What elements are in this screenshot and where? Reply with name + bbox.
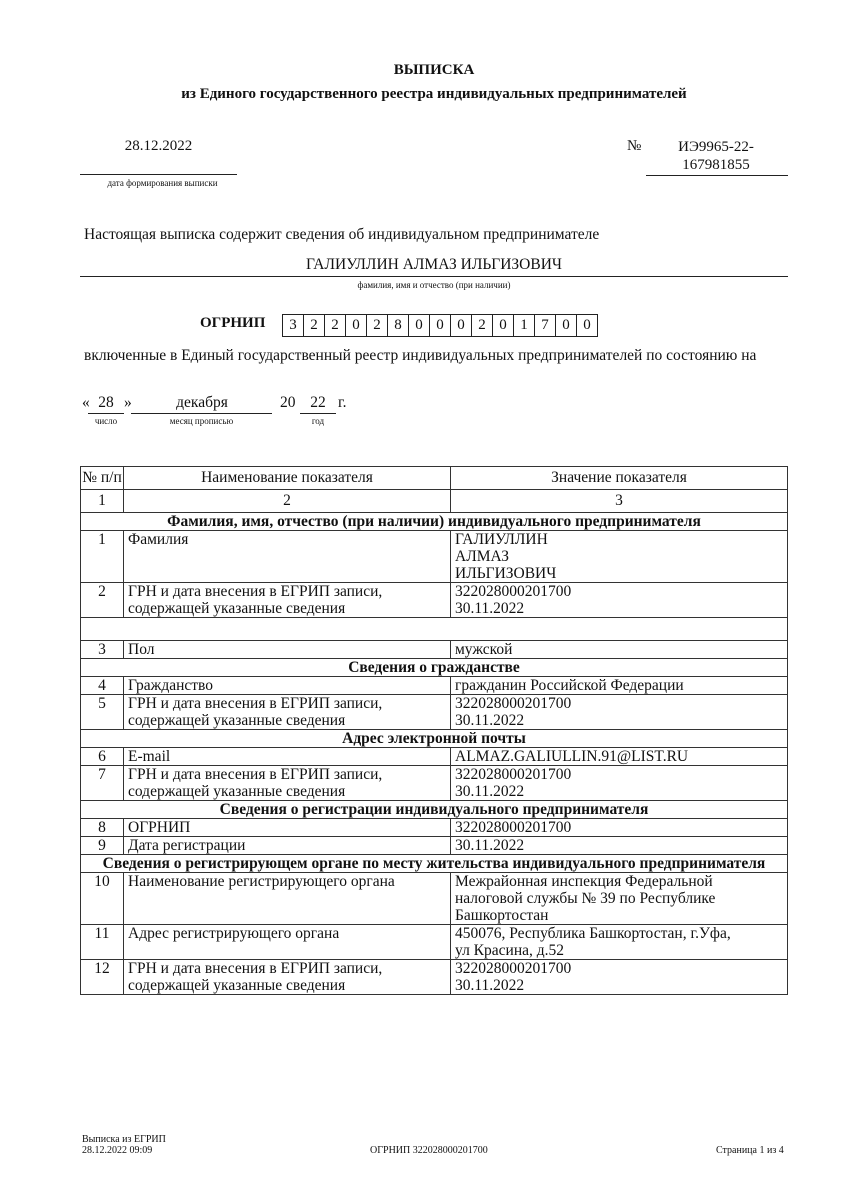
name-caption: фамилия, имя и отчество (при наличии) <box>357 280 511 290</box>
row-number: 9 <box>81 837 124 855</box>
section-title: Адрес электронной почты <box>81 730 788 748</box>
indicator-value <box>451 873 788 925</box>
indicator-name <box>124 695 451 730</box>
row-number: 6 <box>81 748 124 766</box>
indicator-value-line: 30.11.2022 <box>455 600 525 617</box>
section-title: Фамилия, имя, отчество (при наличии) индивидуального предпринимателя <box>81 513 788 531</box>
row-number: 3 <box>81 641 124 659</box>
indicator-name-line: Фамилия <box>128 531 189 548</box>
table-row <box>81 766 788 801</box>
indicator-name <box>124 531 451 583</box>
indicator-value <box>451 583 788 618</box>
registry-table <box>80 466 788 995</box>
document-title: ВЫПИСКА <box>393 62 475 78</box>
indicator-name-line: Дата регистрации <box>128 837 246 854</box>
indicator-value <box>451 819 788 837</box>
ogrnip-digit-boxes <box>283 314 598 337</box>
table-row <box>81 960 788 995</box>
indicator-value <box>451 677 788 695</box>
table-row <box>81 531 788 583</box>
indicator-value-line: ALMAZ.GALIULLIN.91@LIST.RU <box>455 748 689 765</box>
day-caption: число <box>94 416 118 426</box>
indicator-name <box>124 873 451 925</box>
section-header-row <box>81 730 788 748</box>
indicator-value-line: 322028000201700 <box>455 819 572 836</box>
month-caption: месяц прописью <box>169 416 234 426</box>
indicator-name-line: содержащей указанные сведения <box>128 600 346 617</box>
indicator-name <box>124 677 451 695</box>
row-number: 2 <box>81 583 124 618</box>
row-number: 12 <box>81 960 124 995</box>
year-caption: год <box>311 416 325 426</box>
header-indicator-value: Значение показателя <box>451 467 788 490</box>
indicator-name <box>124 819 451 837</box>
empty-cell <box>81 618 788 641</box>
indicator-name-line: Наименование регистрирующего органа <box>128 873 395 890</box>
indicator-value <box>451 837 788 855</box>
indicator-value <box>451 960 788 995</box>
as-of-month: декабря <box>176 394 228 411</box>
close-quote: » <box>124 394 132 411</box>
name-underline <box>80 276 788 277</box>
extract-number-line1: ИЭ9965-22- <box>678 139 754 155</box>
included-text: включенные в Единый государственный реестр индивидуальных предпринимателей по состоянию на <box>84 347 757 364</box>
indicator-name <box>124 837 451 855</box>
indicator-name <box>124 925 451 960</box>
ogrnip-digit-box: 0 <box>345 314 367 337</box>
indicator-value-line: 322028000201700 <box>455 583 572 600</box>
header-number: № п/п <box>81 467 124 490</box>
table-header-row <box>81 467 788 490</box>
ogrnip-digit-box: 0 <box>450 314 472 337</box>
ogrnip-digit-box: 0 <box>576 314 598 337</box>
ogrnip-digit-box: 0 <box>429 314 451 337</box>
row-number: 8 <box>81 819 124 837</box>
extract-number-line2: 167981855 <box>682 157 750 173</box>
ogrnip-digit-box: 2 <box>324 314 346 337</box>
indicator-value-line: 322028000201700 <box>455 960 572 977</box>
table-row <box>81 677 788 695</box>
indicator-value-line: 322028000201700 <box>455 766 572 783</box>
row-number: 7 <box>81 766 124 801</box>
indicator-value-line: ГАЛИУЛЛИН <box>455 531 548 548</box>
indicator-value-line: 30.11.2022 <box>455 783 525 800</box>
indicator-value-line: гражданин Российской Федерации <box>455 677 684 694</box>
indicator-name-line: ОГРНИП <box>128 819 191 836</box>
document-subtitle: из Единого государственного реестра индивидуальных предпринимателей <box>181 86 687 102</box>
number-sign: № <box>627 138 642 154</box>
ogrnip-label: ОГРНИП <box>200 315 266 331</box>
indicator-name-line: содержащей указанные сведения <box>128 712 346 729</box>
indicator-value-line: 30.11.2022 <box>455 977 525 994</box>
column-number-1: 1 <box>81 490 124 513</box>
date-caption: дата формирования выписки <box>107 178 218 188</box>
indicator-name-line: Гражданство <box>128 677 214 694</box>
ogrnip-digit-box: 0 <box>555 314 577 337</box>
footer-page-number: Страница 1 из 4 <box>716 1145 784 1156</box>
indicator-name <box>124 583 451 618</box>
section-header-row <box>81 855 788 873</box>
year-underline <box>300 413 336 414</box>
indicator-name-line: ГРН и дата внесения в ЕГРИП записи, <box>128 695 383 712</box>
indicator-name-line: ГРН и дата внесения в ЕГРИП записи, <box>128 583 383 600</box>
section-header-row <box>81 659 788 677</box>
section-title: Сведения о регистрирующем органе по месту жительства индивидуального предпринимателя <box>81 855 788 873</box>
ogrnip-digit-box: 3 <box>282 314 304 337</box>
table-row <box>81 837 788 855</box>
ogrnip-digit-box: 2 <box>366 314 388 337</box>
intro-text: Настоящая выписка содержит сведения об индивидуальном предпринимателе <box>84 226 600 243</box>
indicator-value <box>451 925 788 960</box>
indicator-name-line: содержащей указанные сведения <box>128 977 346 994</box>
indicator-value <box>451 748 788 766</box>
indicator-value-line: 30.11.2022 <box>455 837 525 854</box>
indicator-value <box>451 531 788 583</box>
row-number: 10 <box>81 873 124 925</box>
row-number: 5 <box>81 695 124 730</box>
ogrnip-digit-box: 0 <box>492 314 514 337</box>
indicator-value <box>451 641 788 659</box>
ogrnip-digit-box: 2 <box>303 314 325 337</box>
month-underline <box>131 413 272 414</box>
empty-row <box>81 618 788 641</box>
as-of-day: 28 <box>98 394 114 411</box>
table-row <box>81 583 788 618</box>
footer-timestamp: 28.12.2022 09:09 <box>82 1145 153 1156</box>
indicator-value-line: 30.11.2022 <box>455 712 525 729</box>
header-indicator-name: Наименование показателя <box>124 467 451 490</box>
table-column-numbers-row <box>81 490 788 513</box>
ogrnip-digit-box: 1 <box>513 314 535 337</box>
indicator-name-line: ГРН и дата внесения в ЕГРИП записи, <box>128 960 383 977</box>
indicator-name <box>124 960 451 995</box>
section-title: Сведения о гражданстве <box>81 659 788 677</box>
indicator-name <box>124 641 451 659</box>
ogrnip-digit-box: 0 <box>408 314 430 337</box>
footer-left <box>82 1134 166 1156</box>
indicator-value-line: мужской <box>455 641 513 658</box>
section-header-row <box>81 513 788 531</box>
number-underline <box>646 175 788 176</box>
indicator-value <box>451 695 788 730</box>
indicator-value-line: ИЛЬГИЗОВИЧ <box>455 565 557 582</box>
indicator-value-line: налоговой службы № 39 по Республике <box>455 890 716 907</box>
indicator-name <box>124 766 451 801</box>
as-of-year: 22 <box>310 394 326 411</box>
indicator-value <box>451 766 788 801</box>
ogrnip-digit-box: 7 <box>534 314 556 337</box>
ogrnip-digit-box: 2 <box>471 314 493 337</box>
table-row <box>81 873 788 925</box>
indicator-name <box>124 748 451 766</box>
indicator-name-line: Пол <box>128 641 155 658</box>
table-row <box>81 695 788 730</box>
section-header-row <box>81 801 788 819</box>
row-number: 11 <box>81 925 124 960</box>
indicator-value-line: ул Красина, д.52 <box>455 942 565 959</box>
year-suffix: г. <box>338 394 347 411</box>
footer-ogrnip: ОГРНИП 322028000201700 <box>370 1145 488 1156</box>
footer-doc-name: Выписка из ЕГРИП <box>82 1134 166 1145</box>
extract-date: 28.12.2022 <box>124 138 193 154</box>
table-row <box>81 925 788 960</box>
ogrnip-digit-box: 8 <box>387 314 409 337</box>
table-row <box>81 819 788 837</box>
day-underline <box>88 413 124 414</box>
indicator-value-line: АЛМАЗ <box>455 548 510 565</box>
indicator-value-line: Башкортостан <box>455 907 549 924</box>
indicator-value-line: Межрайонная инспекция Федеральной <box>455 873 713 890</box>
entrepreneur-name: ГАЛИУЛЛИН АЛМАЗ ИЛЬГИЗОВИЧ <box>306 256 562 273</box>
open-quote: « <box>82 394 90 411</box>
indicator-name-line: E-mail <box>128 748 171 765</box>
row-number: 1 <box>81 531 124 583</box>
indicator-name-line: ГРН и дата внесения в ЕГРИП записи, <box>128 766 383 783</box>
indicator-value-line: 322028000201700 <box>455 695 572 712</box>
date-underline <box>80 174 237 175</box>
indicator-name-line: Адрес регистрирующего органа <box>128 925 340 942</box>
column-number-3: 3 <box>451 490 788 513</box>
as-of-century: 20 <box>280 394 296 411</box>
row-number: 4 <box>81 677 124 695</box>
table-row <box>81 748 788 766</box>
indicator-name-line: содержащей указанные сведения <box>128 783 346 800</box>
table-row <box>81 641 788 659</box>
section-title: Сведения о регистрации индивидуального предпринимателя <box>81 801 788 819</box>
column-number-2: 2 <box>124 490 451 513</box>
extract-number <box>646 138 786 174</box>
indicator-value-line: 450076, Республика Башкортостан, г.Уфа, <box>455 925 731 942</box>
